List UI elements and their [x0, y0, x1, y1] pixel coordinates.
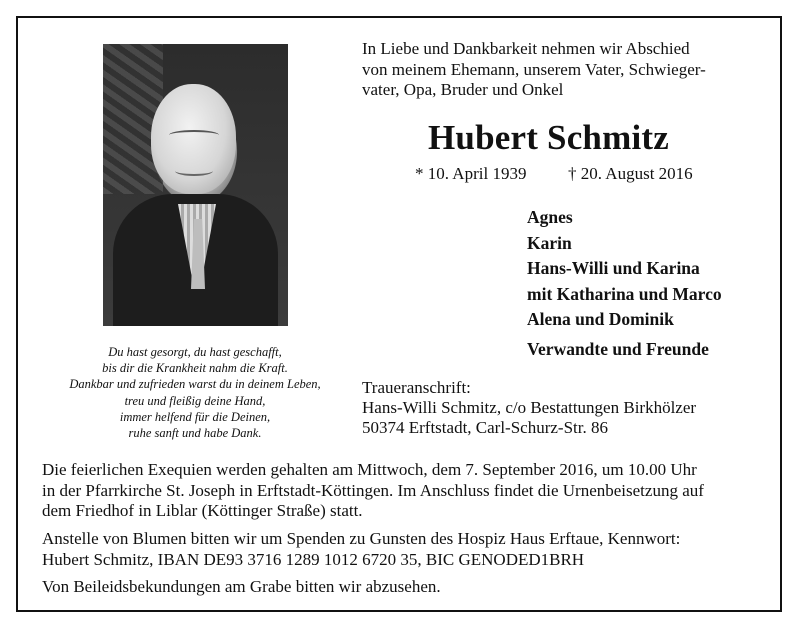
- family-member: Hans-Willi und Karina: [527, 258, 700, 278]
- birth-date: * 10. April 1939: [415, 164, 527, 183]
- intro-line: vater, Opa, Bruder und Onkel: [362, 80, 564, 99]
- obituary-notice: [16, 16, 782, 612]
- photo-face: [151, 84, 236, 194]
- family-list: [527, 205, 722, 333]
- family-member: mit Katharina und Marco: [527, 283, 722, 304]
- poem-line: immer helfend für die Deinen,: [119, 409, 271, 424]
- family-member: Karin: [527, 232, 572, 253]
- deceased-name: Hubert Schmitz: [428, 118, 669, 157]
- notice-line: dem Friedhof in Liblar (Köttinger Straße) statt.: [42, 501, 363, 520]
- poem-line: bis dir die Krankheit nahm die Kraft.: [102, 361, 288, 376]
- exequien-notice: [42, 460, 758, 522]
- notice-line: in der Pfarrkirche St. Joseph in Erftstadt-Köttingen. Im Anschluss findet die Urnenbeisetzung auf: [42, 480, 704, 500]
- donation-notice: [42, 529, 758, 570]
- address-label: Traueranschrift:: [362, 378, 471, 397]
- condolence-notice: [42, 577, 758, 598]
- poem-line: ruhe sanft und habe Dank.: [128, 426, 262, 441]
- poem-line: treu und fleißig deine Hand,: [124, 393, 266, 408]
- memorial-poem: [36, 344, 354, 441]
- portrait-photo: [103, 44, 288, 326]
- intro-line: von meinem Ehemann, unserem Vater, Schwieger-: [362, 59, 706, 79]
- intro-text: [362, 39, 762, 101]
- poem-line: Du hast gesorgt, du hast geschafft,: [108, 345, 282, 359]
- family-member: Alena und Dominik: [527, 309, 674, 329]
- notice-line: Die feierlichen Exequien werden gehalten am Mittwoch, dem 7. September 2016, um 10.00 Uhr: [42, 460, 697, 479]
- intro-line: In Liebe und Dankbarkeit nehmen wir Abschied: [362, 39, 690, 58]
- mourning-address: [362, 378, 696, 438]
- address-line-2: 50374 Erftstadt, Carl-Schurz-Str. 86: [362, 418, 608, 437]
- poem-line: Dankbar und zufrieden warst du in deinem Leben,: [69, 377, 321, 392]
- notice-line: Anstelle von Blumen bitten wir um Spenden zu Gunsten des Hospiz Haus Erftaue, Kennwort:: [42, 529, 681, 548]
- notice-line: Hubert Schmitz, IBAN DE93 3716 1289 1012 6720 35, BIC GENODED1BRH: [42, 549, 585, 569]
- death-date: † 20. August 2016: [568, 164, 693, 183]
- address-line-1: Hans-Willi Schmitz, c/o Bestattungen Birkhölzer: [362, 398, 697, 417]
- relatives-line: Verwandte und Freunde: [527, 339, 709, 359]
- family-member: Agnes: [527, 207, 573, 227]
- notice-line: Von Beileidsbekundungen am Grabe bitten wir abzusehen.: [42, 577, 441, 596]
